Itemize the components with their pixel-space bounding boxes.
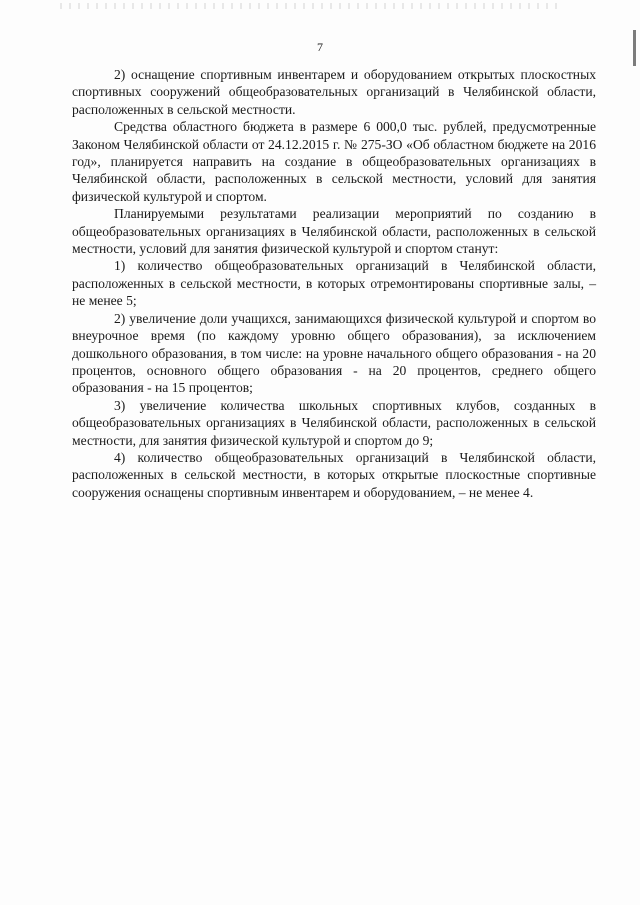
paragraph-result-4: 4) количество общеобразовательных организаций в Челябинской области, расположенных в сельской местности, в которых открытые плоскостные спортивные сооружения оснащены спортивным инвентарем и оборудованием, – не менее 4.: [72, 449, 596, 500]
page-number: 7: [317, 40, 323, 54]
scan-artifact-top: [60, 3, 560, 9]
paragraph-budget: Средства областного бюджета в размере 6 000,0 тыс. рублей, предусмотренные Законом Челябинской области от 24.12.2015 г. № 275-ЗО «Об областном бюджете на 2016 год», планируется направить на создание в общеобразовательных организациях в Челябинской области, расположенных в сельской местности, условий для занятия физической культурой и спортом.: [72, 119, 596, 204]
paragraph-results-intro: Планируемыми результатами реализации мероприятий по созданию в общеобразовательных организациях в Челябинской области, расположенных в сельской местности, условий для занятия физической культурой и спортом станут:: [72, 206, 596, 257]
paragraph-result-3: 3) увеличение количества школьных спортивных клубов, созданных в общеобразовательных организациях в Челябинской области, расположенных в сельской местности, для занятия физической культурой и спортом до 9;: [72, 397, 596, 448]
paragraph-equipment: 2) оснащение спортивным инвентарем и оборудованием открытых плоскостных спортивных сооружений общеобразовательных организаций в Челябинской области, расположенных в сельской местности.: [72, 67, 596, 117]
document-body: [72, 66, 596, 501]
paragraph-result-2: 2) увеличение доли учащихся, занимающихся физической культурой и спортом во внеурочное время (по каждому уровню общего образования), за исключением дошкольного образования, в том числе: на уровне начального общего образования - на 20 процентов, основного общего образования - на 20 процентов, среднего общего образования - на 15 процентов;: [72, 310, 596, 396]
paragraph-result-1: 1) количество общеобразовательных организаций в Челябинской области, расположенных в сельской местности, в которых отремонтированы спортивные залы, – не менее 5;: [72, 258, 596, 309]
